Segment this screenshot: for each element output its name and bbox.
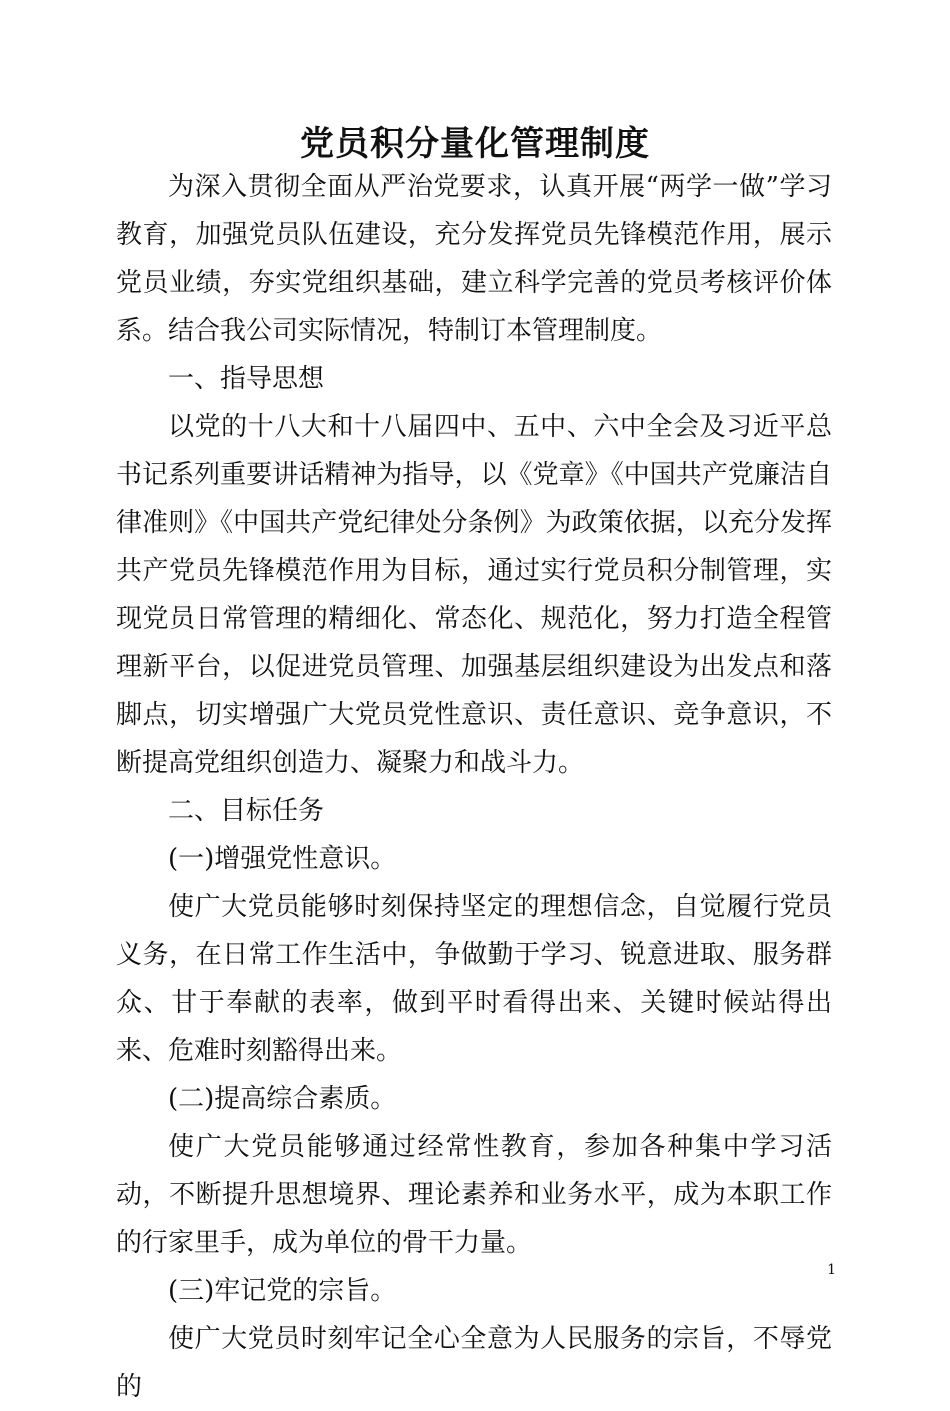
subsection-heading-3: (三)牢记党的宗旨。 [168,1276,397,1306]
document-title: 党员积分量化管理制度 [300,124,650,164]
section-heading-goals: 二、目标任务 [168,796,325,826]
subsection-1-paragraph: 使广大党员能够时刻保持坚定的理想信念，自觉履行党员义务，在日常工作生活中，争做勤于学习、锐意进取、服务群众、甘于奉献的表率，做到平时看得出来、关键时候站得出来、危难时刻豁得出来。 [116,892,832,1066]
page-number: 1 [827,1262,836,1278]
subsection-2-paragraph: 使广大党员能够通过经常性教育，参加各种集中学习活动，不断提升思想境界、理论素养和业务水平，成为本职工作的行家里手，成为单位的骨干力量。 [116,1132,832,1258]
document-body [116,163,832,1411]
guiding-thought-paragraph: 以党的十八大和十八届四中、五中、六中全会及习近平总书记系列重要讲话精神为指导，以《党章》《中国共产党廉洁自律准则》《中国共产党纪律处分条例》为政策依据，以充分发挥共产党员先锋模范作用为目标，通过实行党员积分制管理，实现党员日常管理的精细化、常态化、规范化，努力打造全程管理新平台，以促进党员管理、加强基层组织建设为出发点和落脚点，切实增强广大党员党性意识、责任意识、竞争意识，不断提高党组织创造力、凝聚力和战斗力。 [116,412,832,778]
subsection-heading-2: (二)提高综合素质。 [168,1084,397,1114]
section-heading-guiding-thought: 一、指导思想 [168,364,325,394]
subsection-3-paragraph: 使广大党员时刻牢记全心全意为人民服务的宗旨，不辱党的 [116,1324,832,1402]
intro-paragraph: 为深入贯彻全面从严治党要求，认真开展“两学一做”学习教育，加强党员队伍建设，充分发挥党员先锋模范作用，展示党员业绩，夯实党组织基础，建立科学完善的党员考核评价体系。结合我公司实际情况，特制订本管理制度。 [116,172,832,346]
subsection-heading-1: (一)增强党性意识。 [168,844,397,874]
